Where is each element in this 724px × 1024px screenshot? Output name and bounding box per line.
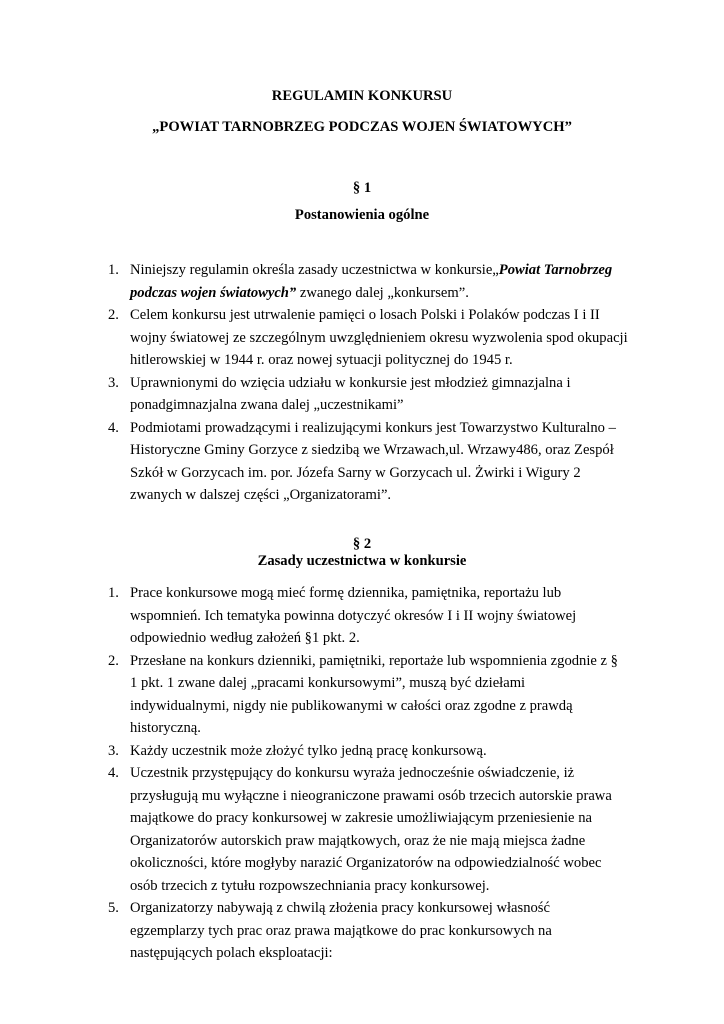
item-number: 2. (108, 652, 119, 669)
list-item (108, 897, 628, 965)
item-number: 4. (108, 419, 119, 436)
section1-heading: Postanowienia ogólne (294, 207, 430, 223)
item-number: 4. (108, 765, 119, 781)
section1-list (108, 259, 628, 507)
item-text: Podmiotami prowadzącymi i realizującymi konkurs jest Towarzystwo Kulturalno – Historyczne Gminy Gorzyce z siedzibą we Wrzawach,ul. Wrzawy486, oraz Zespół Szkół w Gorzycach im. por. Józefa Sarny w Gorzycach ul. Żwirki i Wigury 2 zwanych w dalszej części „Organizatorami”. (130, 419, 616, 503)
item-number: 3. (108, 374, 119, 391)
item-text: Niniejszy regulamin określa zasady uczestnictwa w konkursie„Powiat Tarnobrzeg podczas wojen światowych” zwanego dalej „konkursem”. (130, 262, 613, 301)
item-number: 5. (108, 900, 119, 916)
section2-symbol: § 2 (352, 536, 372, 552)
list-item (108, 259, 628, 304)
item-text: Organizatorzy nabywają z chwilą złożenia pracy konkursowej własność egzemplarzy tych prac oraz prawa majątkowe do prac konkursowych na następujących polach eksploatacji: (130, 900, 552, 961)
list-item (108, 582, 628, 650)
item-text: Prace konkursowe mogą mieć formę dziennika, pamiętnika, reportażu lub wspomnień. Ich tematyka powinna dotyczyć okresów I i II wojny światowej odpowiednio według założeń §1 pkt. 2. (130, 585, 577, 646)
item-number: 2. (108, 307, 119, 323)
list-item (108, 740, 628, 763)
section2-heading: Zasady uczestnictwa w konkursie (257, 553, 467, 569)
section2-list (108, 582, 628, 965)
list-item (108, 417, 628, 507)
document-title-line1: REGULAMIN KONKURSU (271, 88, 453, 104)
item-text: Celem konkursu jest utrwalenie pamięci o losach Polski i Polaków podczas I i II wojny światowej ze szczególnym uwzględnieniem okresu wyzwolenia spod okupacji hitlerowskiej w 1944 r. oraz nowej sytuacji politycznej do 1945 r. (130, 307, 628, 368)
document-title-line2: „POWIAT TARNOBRZEG PODCZAS WOJEN ŚWIATOWYCH” (152, 119, 572, 135)
item-number: 1. (108, 585, 119, 601)
item-text: Przesłane na konkurs dzienniki, pamiętniki, reportaże lub wspomnienia zgodnie z § 1 pkt. 1 zwane dalej „pracami konkursowymi”, muszą być dziełami indywidualnymi, nigdy nie publikowanymi w całości oraz zgodne z prawdą historyczną. (130, 652, 618, 736)
item-text: Każdy uczestnik może złożyć tylko jedną pracę konkursową. (130, 742, 487, 759)
item-number: 1. (108, 262, 119, 278)
section1-symbol: § 1 (352, 180, 372, 196)
contest-name-emphasis: Powiat Tarnobrzeg podczas wojen światowych” (130, 262, 613, 301)
list-item (108, 762, 628, 897)
item-number: 3. (108, 742, 119, 759)
item-text: Uprawnionymi do wzięcia udziału w konkursie jest młodzież gimnazjalna i ponadgimnazjalna zwana dalej „uczestnikami” (130, 374, 571, 413)
list-item (108, 650, 628, 740)
item-text: Uczestnik przystępujący do konkursu wyraża jednocześnie oświadczenie, iż przysługują mu wyłączne i nieograniczone prawami osób trzecich autorskie prawa majątkowe do pracy konkursowej w zakresie umożliwiającym przeniesienie na Organizatorów autorskich praw majątkowych, oraz że nie mają miejsca żadne okoliczności, które mogłyby narazić Organizatorów na odpowiedzialność wobec osób trzecich z tytułu rozpowszechniania pracy konkursowej. (130, 765, 612, 894)
list-item (108, 372, 628, 417)
list-item (108, 304, 628, 372)
